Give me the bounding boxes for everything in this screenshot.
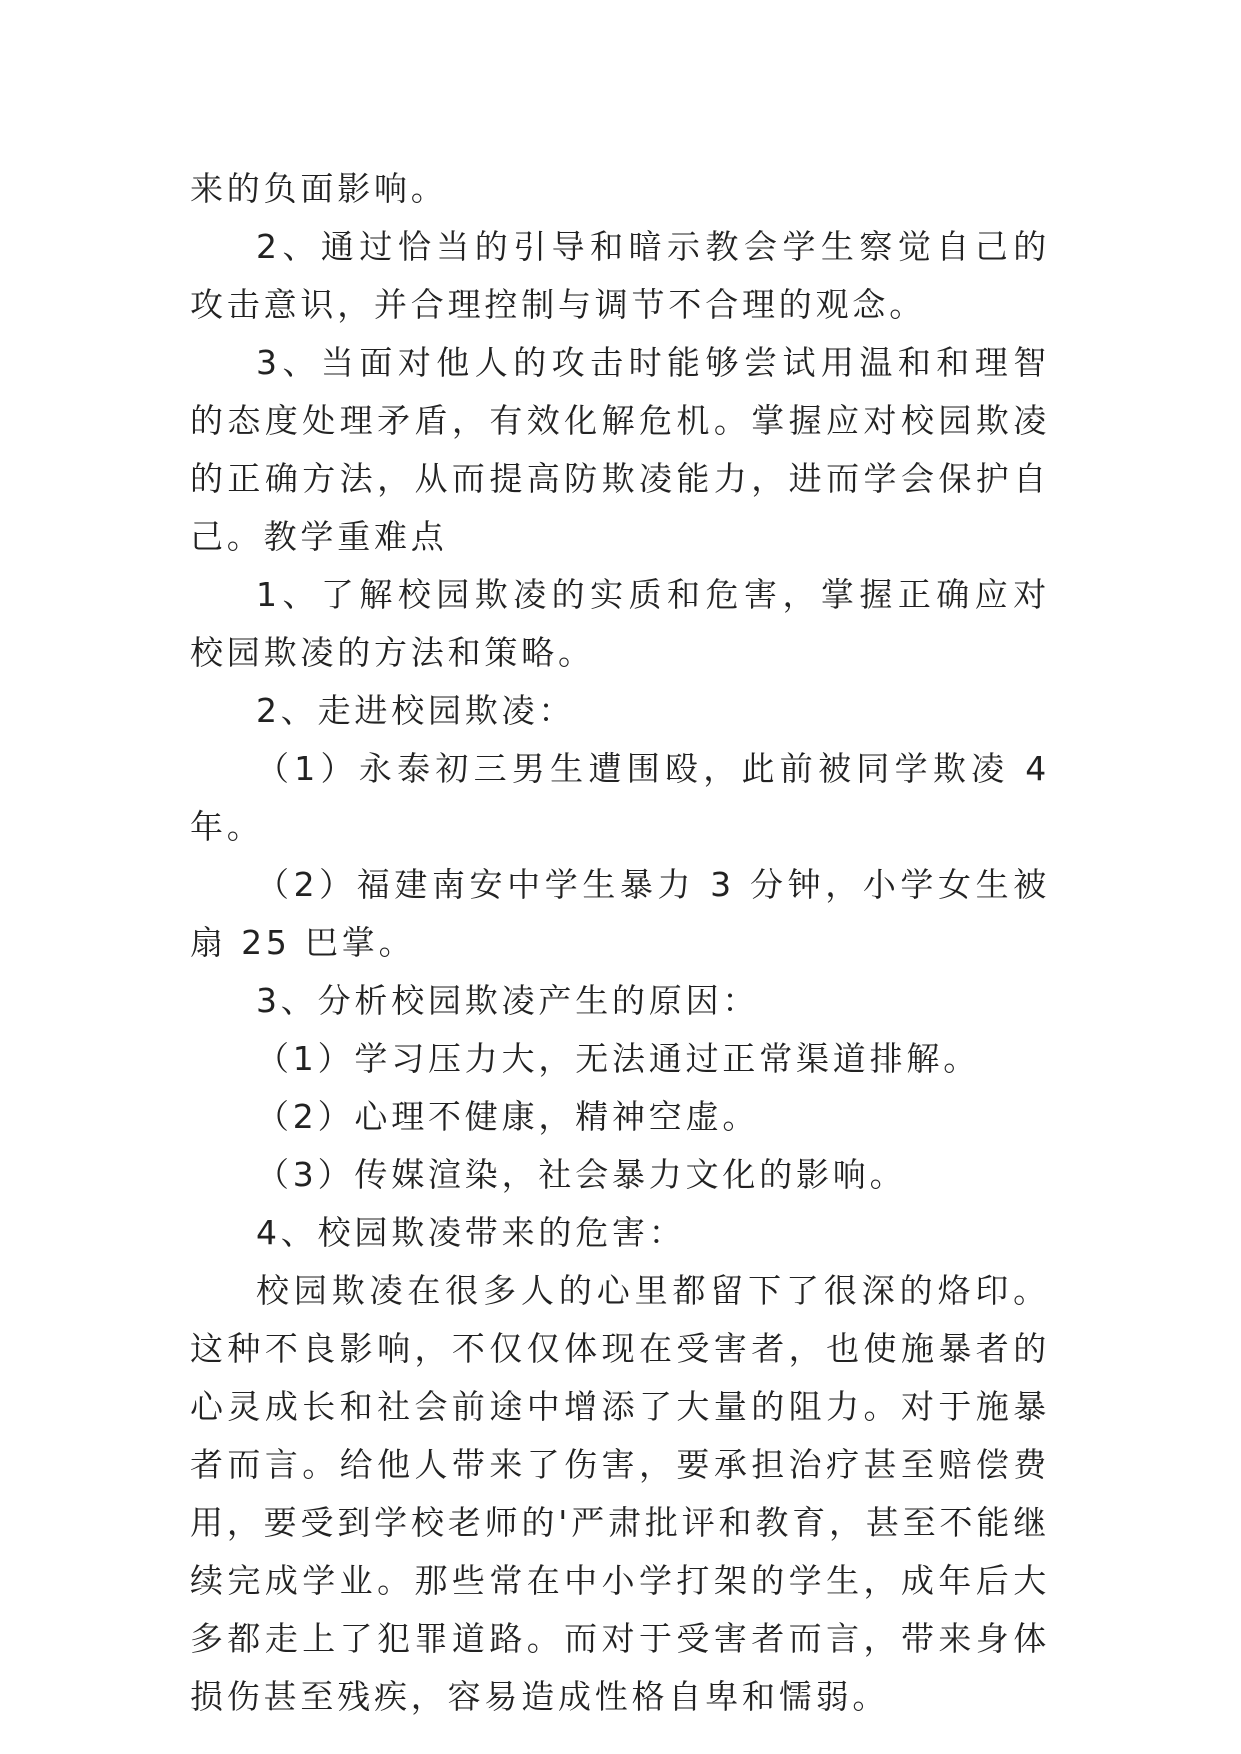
paragraph-harm-description: 校园欺凌在很多人的心里都留下了很深的烙印。这种不良影响，不仅仅体现在受害者，也使施暴者的心灵成长和社会前途中增添了大量的阻力。对于施暴者而言。给他人带来了伤害，要承担治疗甚至赔偿费用，要受到学校老师的'严肃批评和教育，甚至不能继续完成学业。那些常在中小学打架的学生，成年后大多都走上了犯罪道路。而对于受害者而言，带来身体损伤甚至残疾，容易造成性格自卑和懦弱。: [190, 1271, 1050, 1716]
list-item-cause-3: （3）传媒渲染，社会暴力文化的影响。: [256, 1155, 907, 1194]
list-item-cause-2: （2）心理不健康，精神空虚。: [256, 1097, 760, 1136]
paragraph-objective-3: 3、当面对他人的攻击时能够尝试用温和和理智的态度处理矛盾，有效化解危机。掌握应对校园欺凌的正确方法，从而提高防欺凌能力，进而学会保护自己。教学重难点: [190, 343, 1050, 556]
list-item-cause-1: （1）学习压力大，无法通过正常渠道排解。: [256, 1039, 980, 1078]
paragraph-section-4: 4、校园欺凌带来的危害：: [256, 1213, 686, 1252]
paragraph-continuation: 来的负面影响。: [190, 169, 448, 208]
paragraph-key-point-1: 1、了解校园欺凌的实质和危害，掌握正确应对校园欺凌的方法和策略。: [190, 575, 1050, 672]
document-body: [190, 160, 1050, 1726]
list-item-case-1: （1）永泰初三男生遭围殴，此前被同学欺凌 4 年。: [190, 749, 1050, 846]
paragraph-objective-2: 2、通过恰当的引导和暗示教会学生察觉自己的攻击意识，并合理控制与调节不合理的观念。: [190, 227, 1050, 324]
paragraph-section-2: 2、走进校园欺凌：: [256, 691, 576, 730]
list-item-case-2: （2）福建南安中学生暴力 3 分钟，小学女生被扇 25 巴掌。: [190, 865, 1050, 962]
paragraph-section-3: 3、分析校园欺凌产生的原因：: [256, 981, 760, 1020]
